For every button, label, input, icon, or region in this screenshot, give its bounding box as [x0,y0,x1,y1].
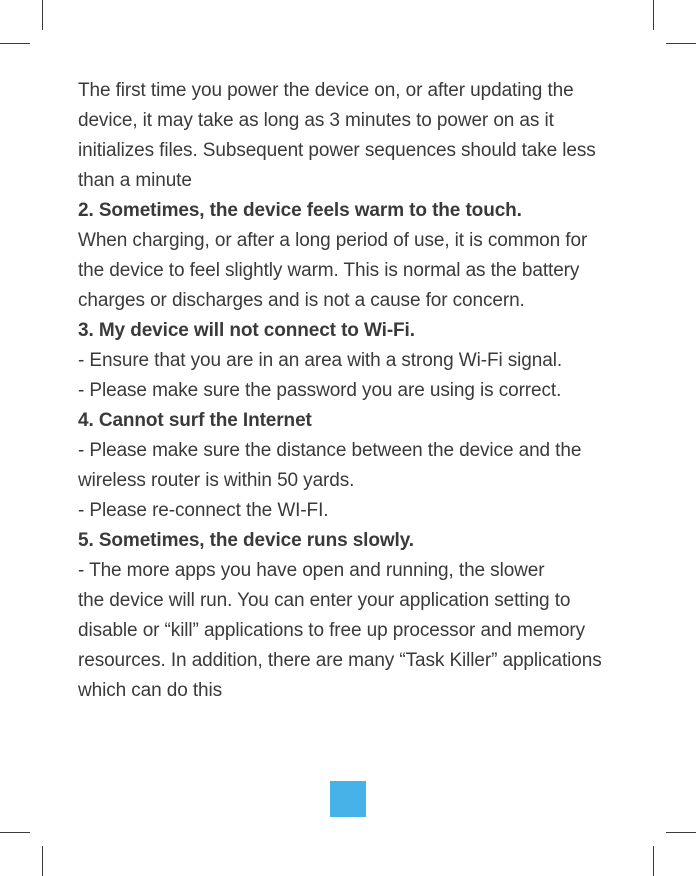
paragraph-runs-slowly: - The more apps you have open and running, the slower the device will run. You can enter your application setting to disable or “kill” applications to free up processor and memory resources. In addition, there are many “Task Killer” applications which can do this [78,560,602,701]
crop-mark-bottom-right-horizontal [666,832,696,833]
heading-runs-slowly: 5. Sometimes, the device runs slowly. [78,530,414,551]
paragraph-first-power-on: The first time you power the device on, or after updating the device, it may take as long as 3 minutes to power on as it initializes files. Subsequent power sequences should take less than a minute [78,80,596,191]
heading-wifi-connect: 3. My device will not connect to Wi-Fi. [78,320,415,341]
paragraph-wifi-signal: - Ensure that you are in an area with a strong Wi-Fi signal. [78,350,563,371]
crop-mark-bottom-right-vertical [653,846,654,876]
paragraph-router-distance: - Please make sure the distance between the device and the wireless router is within 50 yards. [78,440,582,491]
page-marker-square [330,781,366,817]
crop-mark-top-right-vertical [653,0,654,30]
crop-mark-bottom-left-horizontal [0,832,30,833]
manual-page-content [78,76,638,706]
paragraph-reconnect-wifi: - Please re-connect the WI-FI. [78,500,329,521]
crop-mark-top-left-vertical [42,0,43,30]
paragraph-wifi-password: - Please make sure the password you are using is correct. [78,380,562,401]
crop-mark-top-left-horizontal [0,43,30,44]
heading-device-warm: 2. Sometimes, the device feels warm to the touch. [78,200,522,221]
crop-mark-bottom-left-vertical [42,846,43,876]
crop-mark-top-right-horizontal [666,43,696,44]
paragraph-device-warm: When charging, or after a long period of use, it is common for the device to feel slightly warm. This is normal as the battery charges or discharges and is not a cause for concern. [78,230,588,311]
heading-cannot-surf-internet: 4. Cannot surf the Internet [78,410,312,431]
